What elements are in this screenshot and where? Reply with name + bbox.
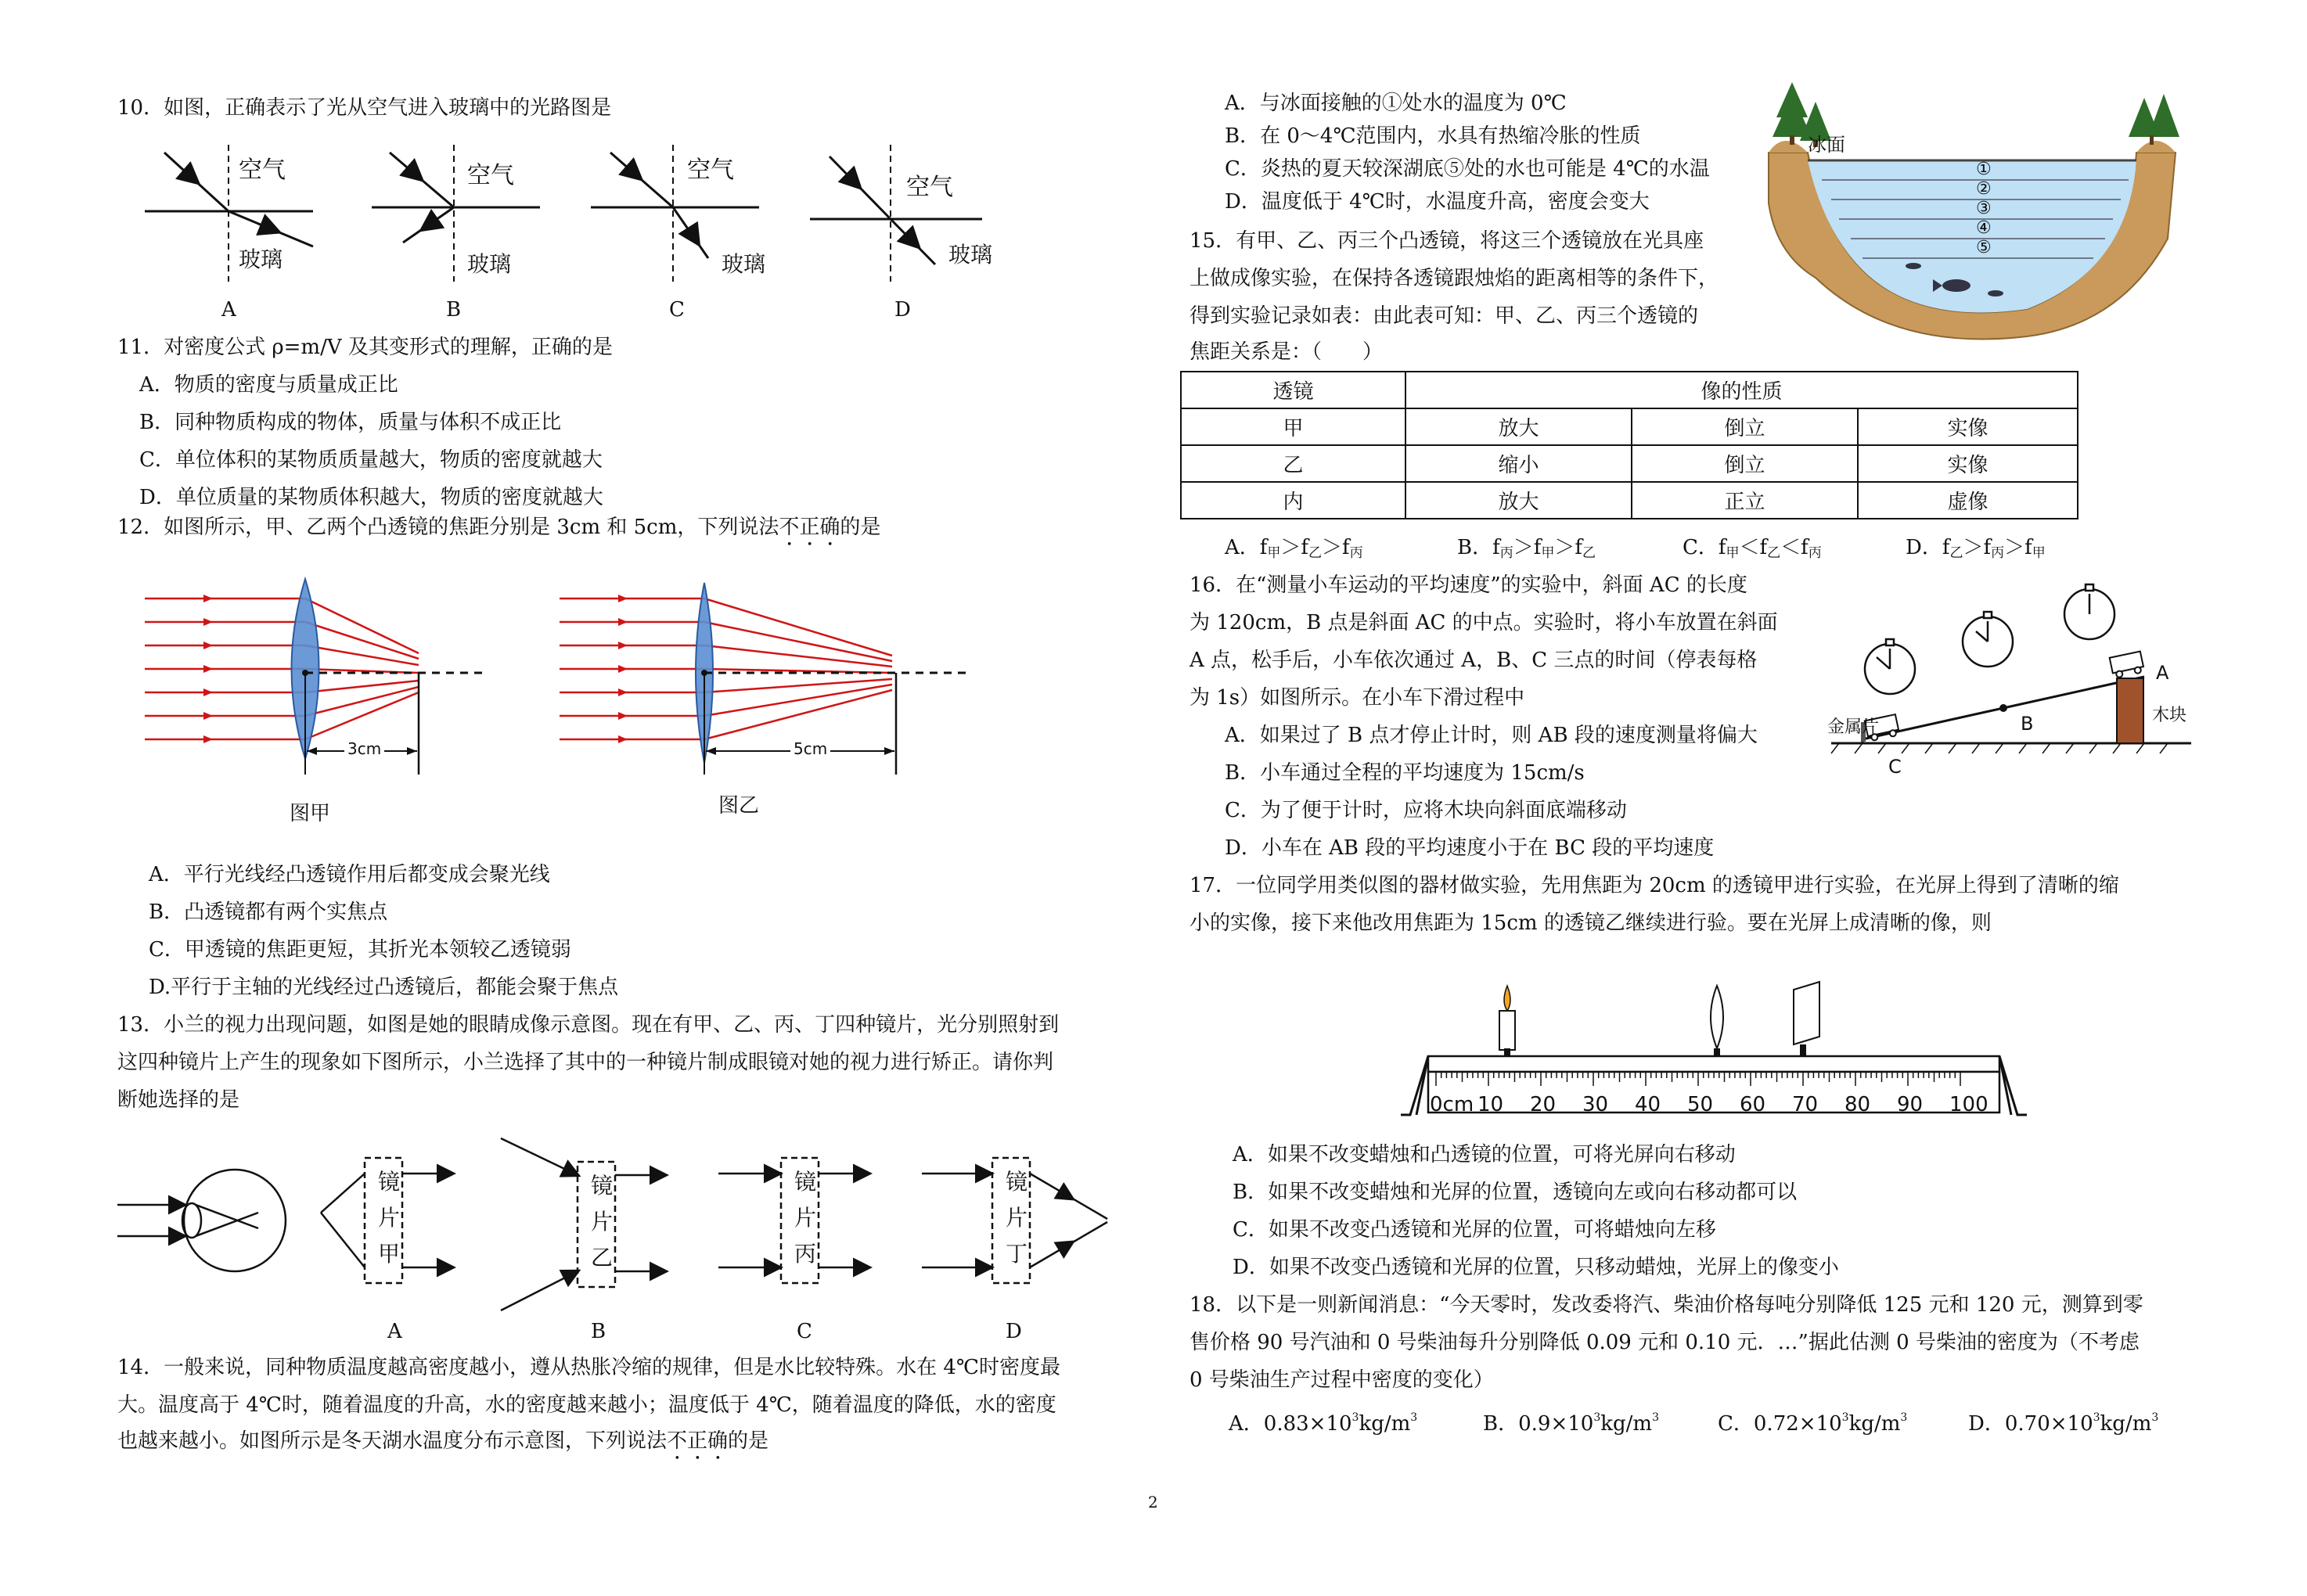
op: ＜f [1739, 536, 1768, 559]
q14-layer-5: ⑤ [1976, 238, 1992, 257]
q18-option-d [1968, 1402, 2158, 1440]
ruler-tick-label: 80 [1845, 1093, 1871, 1116]
q13-option-b: B [591, 1320, 606, 1343]
q13-option-d: D [1006, 1320, 1022, 1343]
q10-option-d: D [894, 298, 911, 322]
q11-stem: 11．对密度公式 ρ=m/V 及其变形式的理解，正确的是 [117, 336, 613, 359]
op: ＜f [1780, 536, 1809, 559]
q12-option-c: C．甲透镜的焦距更短，其折光本领较乙透镜弱 [149, 938, 571, 962]
q16-option-a: A．如果过了 B 点才停止计时，则 AB 段的速度测量将偏大 [1225, 724, 1758, 747]
q14-layer-4: ④ [1976, 218, 1992, 238]
ruler-tick-label: 0cm [1430, 1093, 1474, 1116]
table-cell: 实像 [1858, 408, 2078, 445]
opt-letter: C．f [1683, 536, 1726, 559]
q16-option-c: C．为了便于计时，应将木块向斜面底端移动 [1225, 799, 1627, 822]
q16-metal-plate-label: 金属片 [1827, 717, 1880, 737]
q12-fig2-caption: 图乙 [718, 794, 760, 818]
q12-figure-yi [560, 583, 970, 775]
q14-line3-pre: 也越来越小。如图所示是冬天湖水温度分布示意图，下列说法 [117, 1429, 668, 1453]
sub: 丙 [1499, 545, 1513, 561]
sub: 丙 [1349, 545, 1363, 561]
q16-line3: A 点，松手后，小车依次通过 A，B、C 三点的时间（停表每格 [1189, 649, 1758, 672]
q14-option-a: A．与冰面接触的①处水的温度为 0℃ [1225, 92, 1567, 115]
q11-option-d: D．单位质量的某物质体积越大，物质的密度就越大 [139, 486, 603, 509]
sub: 丙 [1808, 545, 1822, 561]
q15-header-lens: 透镜 [1181, 372, 1405, 408]
stopwatch-a-icon [2064, 584, 2114, 639]
q16-line2: 为 120cm，B 点是斜面 AC 的中点。实验时，将小车放置在斜面 [1189, 611, 1778, 634]
q10-option-a: A [221, 298, 236, 322]
opt-text: D．0.70×10 [1968, 1412, 2093, 1436]
sup: 3 [1900, 1411, 1908, 1424]
q15-line4: 焦距关系是：（ ） [1189, 340, 1384, 364]
q13-line2: 这四种镜片上产生的现象如下图所示，小兰选择了其中的一种镜片制成眼镜对她的视力进行矫正。请你判 [117, 1051, 1054, 1074]
sub: 乙 [1767, 545, 1781, 561]
q16-option-b: B．小车通过全程的平均速度为 15cm/s [1225, 761, 1585, 785]
q12-figure-jia [145, 579, 485, 775]
q14-line3-post: 的是 [728, 1429, 769, 1453]
opt-text: kg/m [1848, 1412, 1901, 1436]
ruler-tick-label: 20 [1530, 1093, 1557, 1116]
q16-option-d: D．小车在 AB 段的平均速度小于在 BC 段的平均速度 [1225, 836, 1715, 860]
sup: 3 [1410, 1411, 1418, 1424]
q10-a-air-label: 空气 [239, 156, 286, 184]
ruler-tick-label: 90 [1897, 1093, 1924, 1116]
opt-text: B．0.9×10 [1483, 1412, 1594, 1436]
q15-option-d [1906, 532, 2046, 569]
q18-option-c [1718, 1402, 1907, 1440]
q15-line3: 得到实验记录如表：由此表可知：甲、乙、丙三个透镜的 [1189, 304, 1699, 328]
ruler-tick-label: 40 [1635, 1093, 1661, 1116]
q17-option-a: A．如果不改变蜡烛和凸透镜的位置，可将光屏向右移动 [1233, 1143, 1736, 1166]
table-cell: 倒立 [1632, 408, 1858, 445]
table-row [1181, 408, 2078, 445]
sub: 甲 [1267, 545, 1281, 561]
q18-line2: 售价格 90 号汽油和 0 号柴油每升分别降低 0.09 元和 0.10 元．…”据此估测 0 号柴油的密度为（不考虑 [1189, 1331, 2140, 1354]
q15-option-c [1683, 532, 1822, 569]
q12-option-d: D.平行于主轴的光线经过凸透镜后，都能会聚于焦点 [149, 976, 619, 999]
stopwatch-c-icon [1865, 639, 1915, 694]
q13-lens-ding-label: 镜片丁 [1005, 1169, 1028, 1267]
opt-text: kg/m [1359, 1412, 1411, 1436]
q15-option-b [1457, 532, 1596, 569]
q16-line1: 16．在“测量小车运动的平均速度”的实验中，斜面 AC 的长度 [1189, 573, 1747, 597]
sub: 乙 [1308, 545, 1323, 561]
opt-letter: B．f [1457, 536, 1500, 559]
table-cell: 内 [1181, 482, 1405, 519]
q17-option-c: C．如果不改变凸透镜和光屏的位置，可将蜡烛向左移 [1233, 1218, 1716, 1242]
ruler-tick-label: 100 [1949, 1093, 1988, 1116]
q14-line1: 14．一般来说，同种物质温度越高密度越小，遵从热胀冷缩的规律，但是水比较特殊。水在 4℃时密度最 [117, 1356, 1060, 1379]
table-cell: 放大 [1405, 482, 1632, 519]
op: ＞f [1322, 536, 1350, 559]
q17-line2: 小的实像，接下来他改用焦距为 15cm 的透镜乙继续进行验。要在光屏上成清晰的像，则 [1189, 911, 1992, 935]
q14-layer-2: ② [1976, 179, 1992, 199]
q17-line1: 17．一位同学用类似图的器材做实验，先用焦距为 20cm 的透镜甲进行实验，在光屏上得到了清晰的缩 [1189, 874, 2119, 897]
op: ＞f [2004, 536, 2032, 559]
table-cell: 甲 [1181, 408, 1405, 445]
q13-option-a: A [387, 1320, 402, 1343]
q12-stem-post: 的是 [840, 516, 881, 539]
q12-figure [141, 563, 986, 798]
sup: 3 [1652, 1411, 1659, 1424]
q14-line3 [117, 1425, 768, 1465]
table-cell: 正立 [1632, 482, 1858, 519]
table-cell: 缩小 [1405, 445, 1632, 482]
q13-lens-yi-label: 镜片乙 [590, 1173, 613, 1271]
q17-option-d: D．如果不改变凸透镜和光屏的位置，只移动蜡烛，光屏上的像变小 [1233, 1256, 1839, 1279]
q15-line2: 上做成像实验，在保持各透镜跟烛焰的距离相等的条件下， [1189, 267, 1719, 290]
opt-letter: D．f [1906, 536, 1950, 559]
q10-a-glass-label: 玻璃 [239, 246, 283, 272]
q13-figure [117, 1127, 1119, 1322]
ruler-tick-label: 60 [1740, 1093, 1766, 1116]
q12-fig1-dimension: 3cm [344, 733, 384, 764]
q14-layer-3: ③ [1976, 199, 1992, 218]
opt-text: kg/m [2100, 1412, 2152, 1436]
q15-table [1180, 371, 2078, 519]
table-cell: 放大 [1405, 408, 1632, 445]
page-number: 2 [1148, 1493, 1158, 1512]
ruler-tick-label: 70 [1792, 1093, 1819, 1116]
sup: 3 [1593, 1411, 1601, 1424]
ruler-tick-label: 30 [1582, 1093, 1609, 1116]
q11-option-b: B．同种物质构成的物体，质量与体积不成正比 [139, 411, 562, 434]
q11-option-c: C．单位体积的某物质质量越大，物质的密度就越大 [139, 448, 603, 472]
q18-line1: 18．以下是一则新闻消息：“今天零时，发改委将汽、柴油价格每吨分别降低 125 元和 120 元，测算到零 [1189, 1293, 2143, 1317]
q12-fig2-dimension: 5cm [790, 733, 830, 764]
q16-incline-figure [1816, 583, 2207, 778]
q16-line4: 为 1s）如图所示。在小车下滑过程中 [1189, 686, 1525, 710]
q10-b-glass-label: 玻璃 [467, 251, 512, 277]
q12-option-b: B．凸透镜都有两个实焦点 [149, 900, 388, 924]
q15-header-image: 像的性质 [1405, 372, 2078, 408]
q18-line3: 0 号柴油生产过程中密度的变化） [1189, 1368, 1494, 1392]
sub: 甲 [1726, 545, 1740, 561]
q10-option-b-diagram [372, 145, 540, 282]
q15-option-a [1225, 532, 1363, 569]
q14-option-d: D．温度低于 4℃时，水温度升高，密度会变大 [1225, 190, 1650, 214]
q10-d-glass-label: 玻璃 [948, 242, 993, 268]
q12-stem [117, 512, 880, 551]
q13-line1: 13．小兰的视力出现问题，如图是她的眼睛成像示意图。现在有甲、乙、丙、丁四种镜片，光分别照射到 [117, 1013, 1060, 1037]
q12-stem-emphasis: 不正确 [779, 516, 840, 539]
sup: 3 [1351, 1411, 1359, 1424]
table-row [1181, 482, 2078, 519]
stopwatch-b-icon [1963, 612, 2013, 667]
sub: 乙 [1582, 545, 1596, 561]
table-row [1181, 372, 2078, 408]
q16-block-label: 木块 [2152, 706, 2187, 725]
opt-text: kg/m [1600, 1412, 1653, 1436]
q14-line2: 大。温度高于 4℃时，随着温度的升高，水的密度越来越小；温度低于 4℃，随着温度的降低，水的密度 [117, 1393, 1056, 1417]
opt-text: C．0.72×10 [1718, 1412, 1842, 1436]
opt-letter: A．f [1225, 536, 1268, 559]
q10-option-b: B [446, 298, 462, 322]
q10-c-glass-label: 玻璃 [722, 251, 766, 277]
q12-fig1-caption: 图甲 [290, 802, 331, 825]
q18-option-b [1483, 1402, 1659, 1440]
q10-stem: 10．如图，正确表示了光从空气进入玻璃中的光路图是 [117, 96, 612, 120]
q13-eye-diagram [117, 1170, 286, 1271]
ruler-tick-label: 50 [1687, 1093, 1714, 1116]
q11-option-a: A．物质的密度与质量成正比 [139, 373, 398, 397]
opt-text: A．0.83×10 [1229, 1412, 1352, 1436]
op: ＞f [1963, 536, 1992, 559]
q13-lens-bing-label: 镜片丙 [794, 1169, 816, 1267]
q13-option-c: C [797, 1320, 812, 1343]
table-cell: 虚像 [1858, 482, 2078, 519]
op: ＞f [1513, 536, 1542, 559]
q13-line3: 断她选择的是 [117, 1088, 240, 1112]
q14-line3-emphasis: 不正确 [667, 1429, 729, 1453]
sup: 3 [2093, 1411, 2100, 1424]
q16-point-a-label: A [2156, 662, 2169, 684]
table-cell: 实像 [1858, 445, 2078, 482]
q14-option-b: B．在 0～4℃范围内，水具有热缩冷胀的性质 [1225, 124, 1641, 148]
q12-stem-pre: 12．如图所示，甲、乙两个凸透镜的焦距分别是 3cm 和 5cm，下列说法 [117, 516, 779, 539]
ruler-tick-label: 10 [1477, 1093, 1504, 1116]
q10-option-c: C [669, 298, 685, 322]
op: ＞f [1280, 536, 1309, 559]
q13-lens-jia-label: 镜片甲 [377, 1169, 400, 1267]
q16-point-b-label: B [2021, 713, 2034, 735]
q14-ice-label: 冰面 [1808, 134, 1845, 156]
sub: 甲 [2032, 545, 2046, 561]
q18-option-a [1229, 1402, 1417, 1440]
q14-option-c: C．炎热的夏天较深湖底⑤处的水也可能是 4℃的水温 [1225, 157, 1710, 181]
sup: 3 [2151, 1411, 2159, 1424]
q14-layer-1: ① [1976, 160, 1992, 179]
q16-point-c-label: C [1888, 756, 1902, 778]
q14-lake-figure [1761, 74, 2183, 356]
q12-option-a: A．平行光线经凸透镜作用后都变成会聚光线 [149, 863, 550, 886]
q10-d-air-label: 空气 [906, 174, 953, 201]
sub: 乙 [1949, 545, 1963, 561]
q10-c-air-label: 空气 [687, 156, 734, 184]
op: ＞f [1554, 536, 1582, 559]
sup: 3 [1841, 1411, 1849, 1424]
q10-option-a-diagram [145, 145, 313, 282]
table-cell: 倒立 [1632, 445, 1858, 482]
q17-option-b: B．如果不改变蜡烛和光屏的位置，透镜向左或向右移动都可以 [1233, 1181, 1798, 1204]
sub: 丙 [1991, 545, 2005, 561]
q15-line1: 15．有甲、乙、丙三个凸透镜，将这三个透镜放在光具座 [1189, 229, 1704, 253]
table-row [1181, 445, 2078, 482]
q10-b-air-label: 空气 [467, 162, 514, 189]
q13-lens-yi-diagram [501, 1138, 665, 1310]
sub: 甲 [1541, 545, 1555, 561]
table-cell: 乙 [1181, 445, 1405, 482]
